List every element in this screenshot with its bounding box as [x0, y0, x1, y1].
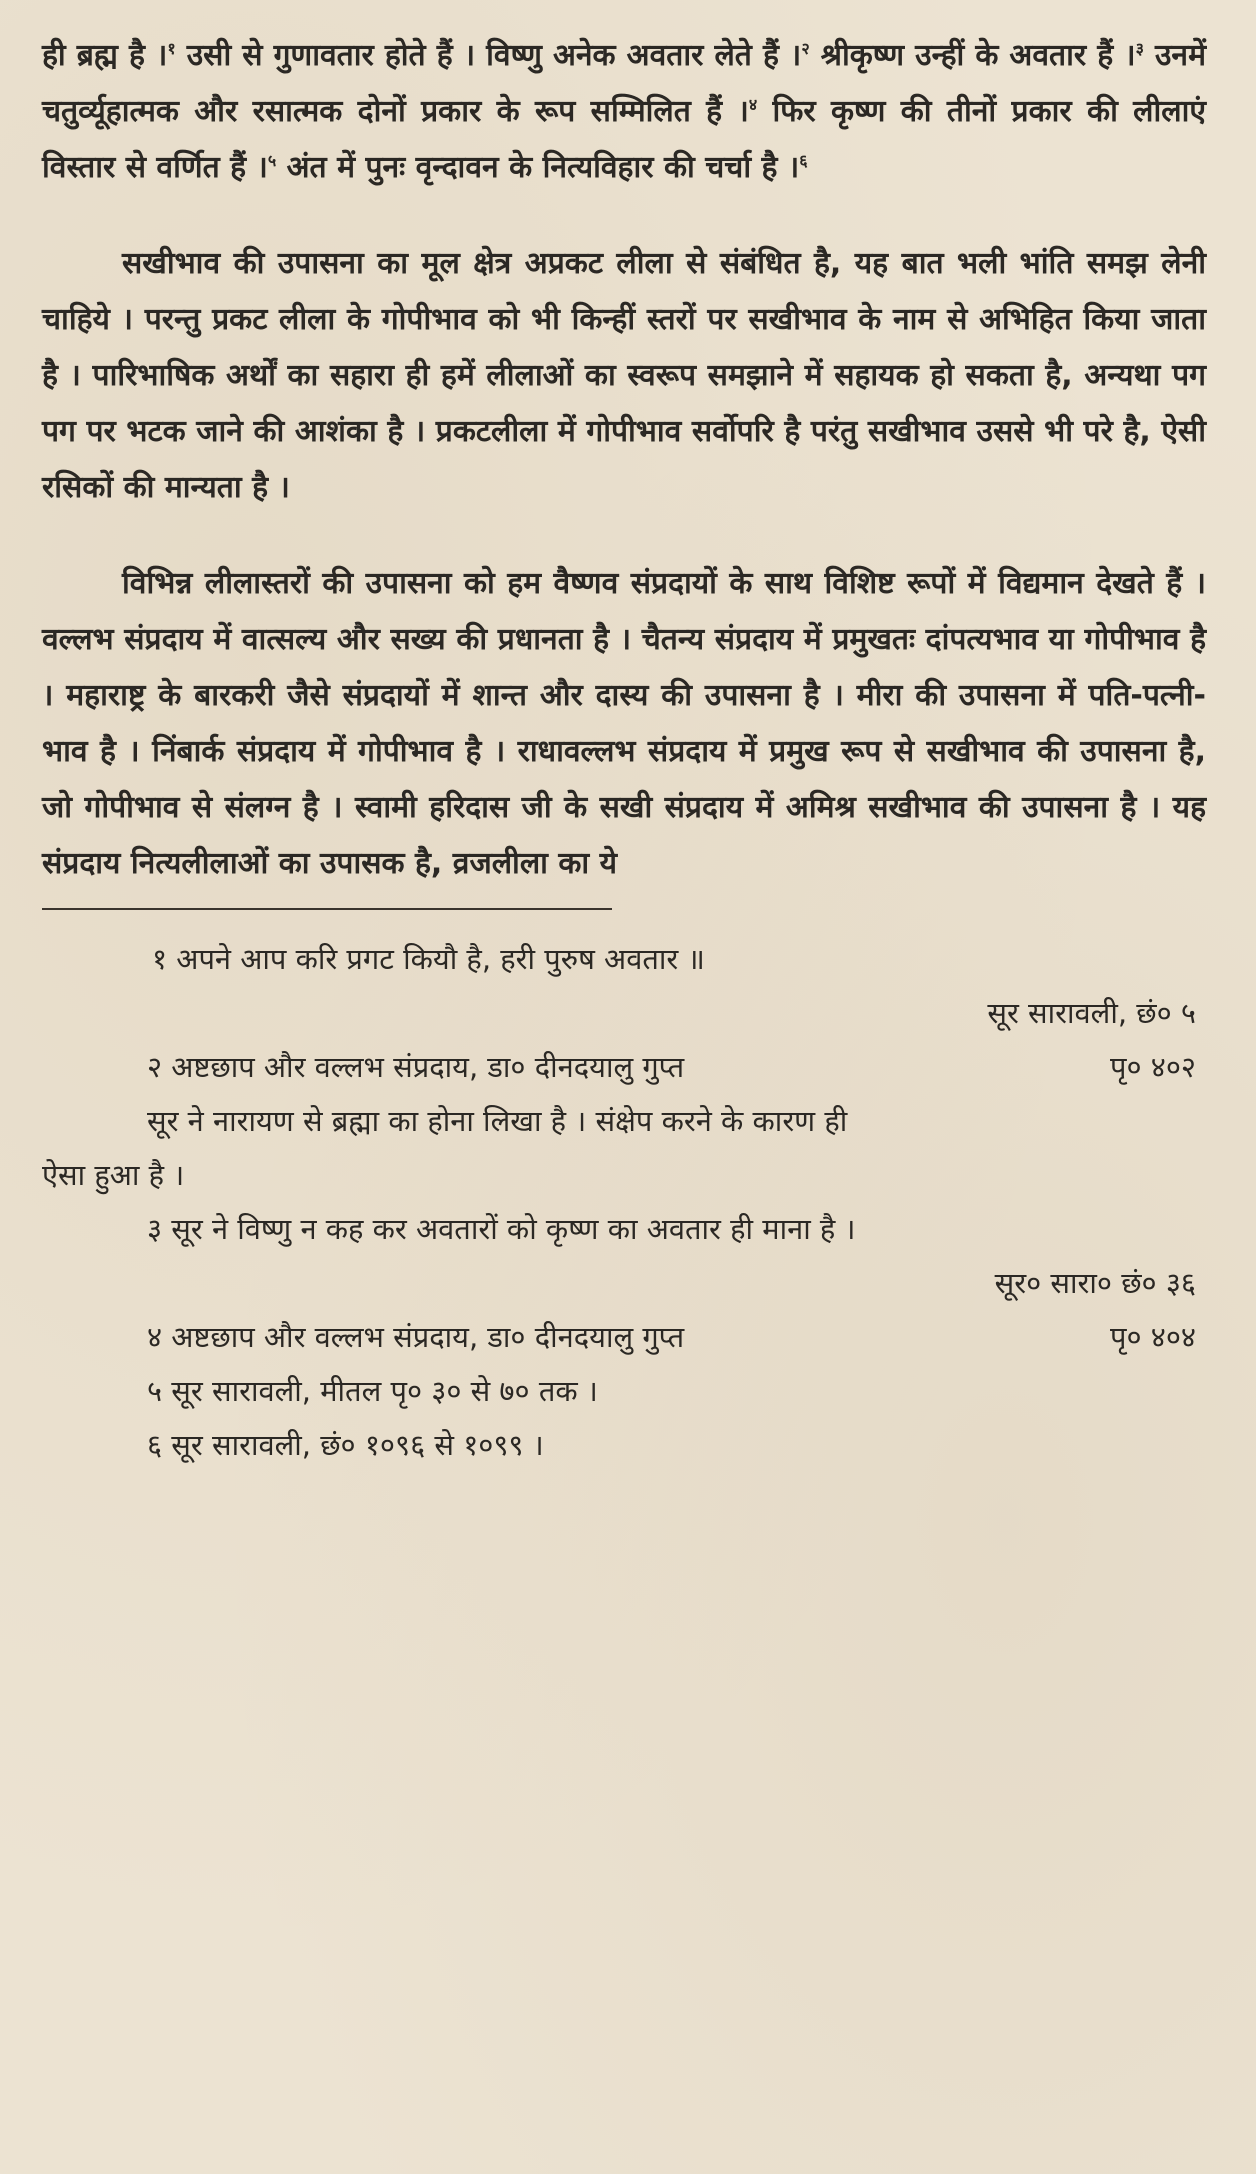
footnote-3: ३ सूर ने विष्णु न कह कर अवतारों को कृष्ण का अवतार ही माना है । [147, 1212, 856, 1246]
paragraph-text: श्रीकृष्ण उन्हीं के अवतार हैं । [809, 38, 1136, 73]
footnote-marker: ५ [267, 151, 277, 170]
footnote-divider [42, 908, 612, 910]
paragraph-text: उसी से गुणावतार होते हैं । विष्णु अनेक अवतार लेते हैं । [175, 38, 802, 73]
paragraph-text: अंत में पुनः वृन्दावन के नित्यविहार की चर्चा है । [276, 150, 800, 185]
paragraph-text: फिर कृष्ण की तीनों प्रकार की लीलाएं विस्तार से वर्णित हैं । [42, 94, 1206, 185]
footnote-3-source: सूर० सारा० छं० ३६ [994, 1266, 1196, 1300]
footnote-1: १ अपने आप करि प्रगट कियौ है, हरी पुरुष अवतार ॥ [152, 942, 705, 976]
footnotes [42, 932, 1206, 1472]
paragraph-text: सखीभाव की उपासना का मूल क्षेत्र अप्रकट लीला से संबंधित है, यह बात भली भांति समझ लेनी चाहिये । परन्तु प्रकट लीला के गोपीभाव को भी किन्हीं स्तरों पर सखीभाव के नाम से अभिहित किया जाता है । पारिभाषिक अर्थों का सहारा ही हमें लीलाओं का स्वरूप समझाने में सहायक हो सकता है, अन्यथा पग पग पर भटक जाने की आशंका है । प्रकटलीला में गोपीभाव सर्वोपरि है परंतु सखीभाव उससे भी परे है, ऐसी रसिकों की मान्यता है । [42, 246, 1206, 505]
main-text [42, 28, 1206, 892]
paragraph-1 [42, 28, 1206, 196]
footnote-2-note: सूर ने नारायण से ब्रह्मा का होना लिखा है । संक्षेप करने के कारण ही [147, 1104, 848, 1138]
paragraph-text: विभिन्न लीलास्तरों की उपासना को हम वैष्णव संप्रदायों के साथ विशिष्ट रूपों में विद्यमान देखते हैं । वल्लभ संप्रदाय में वात्सल्य और सख्य की प्रधानता है । चैतन्य संप्रदाय में प्रमुखतः दांपत्यभाव या गोपीभाव है । महाराष्ट्र के बारकरी जैसे संप्रदायों में शान्त और दास्य की उपासना है । मीरा की उपासना में पति-पत्नी-भाव है । निंबार्क संप्रदाय में गोपीभाव है । राधावल्लभ संप्रदाय में प्रमुख रूप से सखीभाव की उपासना है, जो गोपीभाव से संलग्न है । स्वामी हरिदास जी के सखी संप्रदाय में अमिश्र सखीभाव की उपासना है । यह संप्रदाय नित्यलीलाओं का उपासक है, व्रजलीला का ये [42, 566, 1206, 881]
footnote-6: ६ सूर सारावली, छं० १०९६ से १०९९ । [147, 1428, 544, 1462]
footnote-2-citation: २ अष्टछाप और वल्लभ संप्रदाय, डा० दीनदयालु गुप्त [147, 1050, 685, 1084]
footnote-4 [42, 1310, 1206, 1364]
footnote-marker: ३ [1135, 39, 1144, 58]
footnote-1-source: सूर सारावली, छं० ५ [987, 996, 1196, 1030]
footnote-4-page: पृ० ४०४ [1109, 1320, 1196, 1354]
footnote-2-page: पृ० ४०२ [1109, 1050, 1196, 1084]
footnote-marker: ६ [799, 151, 808, 170]
paragraph-text: उनमें चतुर्व्यूहात्मक और रसात्मक दोनों प्रकार के रूप सम्मिलित हैं । [42, 38, 1207, 129]
footnote-2 [42, 1040, 1206, 1094]
footnote-marker: १ [167, 39, 176, 58]
footnote-4-citation: ४ अष्टछाप और वल्लभ संप्रदाय, डा० दीनदयालु गुप्त [147, 1320, 685, 1354]
footnote-marker: ४ [748, 95, 758, 114]
footnote-5: ५ सूर सारावली, मीतल पृ० ३० से ७० तक । [147, 1374, 598, 1408]
paragraph-3 [42, 556, 1206, 892]
paragraph-2 [42, 236, 1206, 516]
paragraph-text: ही ब्रह्म है । [42, 38, 168, 73]
footnote-2-note-continued: ऐसा हुआ है । [42, 1158, 185, 1192]
footnote-marker: २ [801, 39, 810, 58]
